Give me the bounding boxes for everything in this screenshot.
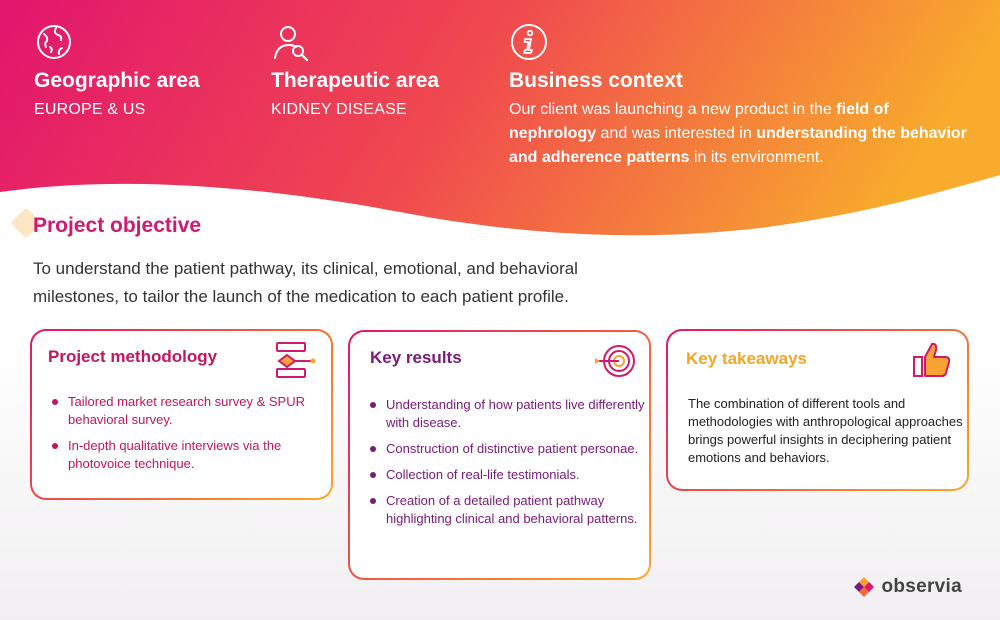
info-icon (509, 22, 549, 62)
therapeutic-area-title: Therapeutic area (271, 69, 440, 92)
geographic-area-title: Geographic area (34, 69, 200, 92)
project-objective-title: Project objective (33, 214, 202, 237)
list-item: Construction of distinctive patient personae. (370, 440, 649, 458)
key-results-title: Key results (370, 348, 462, 367)
geographic-area-value: EUROPE & US (34, 101, 146, 118)
project-methodology-card (30, 329, 333, 500)
key-results-card (348, 330, 651, 580)
observia-logo (853, 576, 962, 598)
business-context-text: Our client was launching a new product in the field of nephrology and was interested in understanding the behavior and adherence patterns in its environment. (509, 101, 967, 166)
list-item: Collection of real-life testimonials. (370, 466, 649, 484)
observia-logo-icon (853, 576, 875, 598)
project-objective-text: To understand the patient pathway, its clinical, emotional, and behavioral milestones, to tailor the launch of the medication to each patient profile. (33, 259, 578, 306)
user-search-icon (271, 22, 311, 62)
thumbs-up-icon (911, 337, 953, 381)
list-item: Tailored market research survey & SPUR behavioral survey. (52, 393, 331, 429)
geographic-area-section (34, 22, 200, 121)
key-takeaways-text: The combination of different tools and methodologies with anthropological approaches brings powerful insights in deciphering patient emotions and behaviors. (688, 396, 963, 465)
key-takeaways-title: Key takeaways (686, 349, 807, 368)
target-icon (593, 342, 635, 380)
list-item: Creation of a detailed patient pathway highlighting clinical and behavioral patterns. (370, 492, 649, 528)
flowchart-icon (275, 341, 317, 379)
key-takeaways-card (666, 329, 969, 491)
business-context-title: Business context (509, 69, 683, 92)
therapeutic-area-section (271, 22, 439, 121)
observia-logo-text: observia (881, 576, 962, 597)
list-item: Understanding of how patients live differently with disease. (370, 396, 649, 432)
list-item: In-depth qualitative interviews via the photovoice technique. (52, 437, 331, 473)
therapeutic-area-value: KIDNEY DISEASE (271, 101, 407, 118)
business-context-section (509, 22, 979, 170)
project-methodology-title: Project methodology (48, 347, 218, 366)
globe-icon (34, 22, 74, 62)
